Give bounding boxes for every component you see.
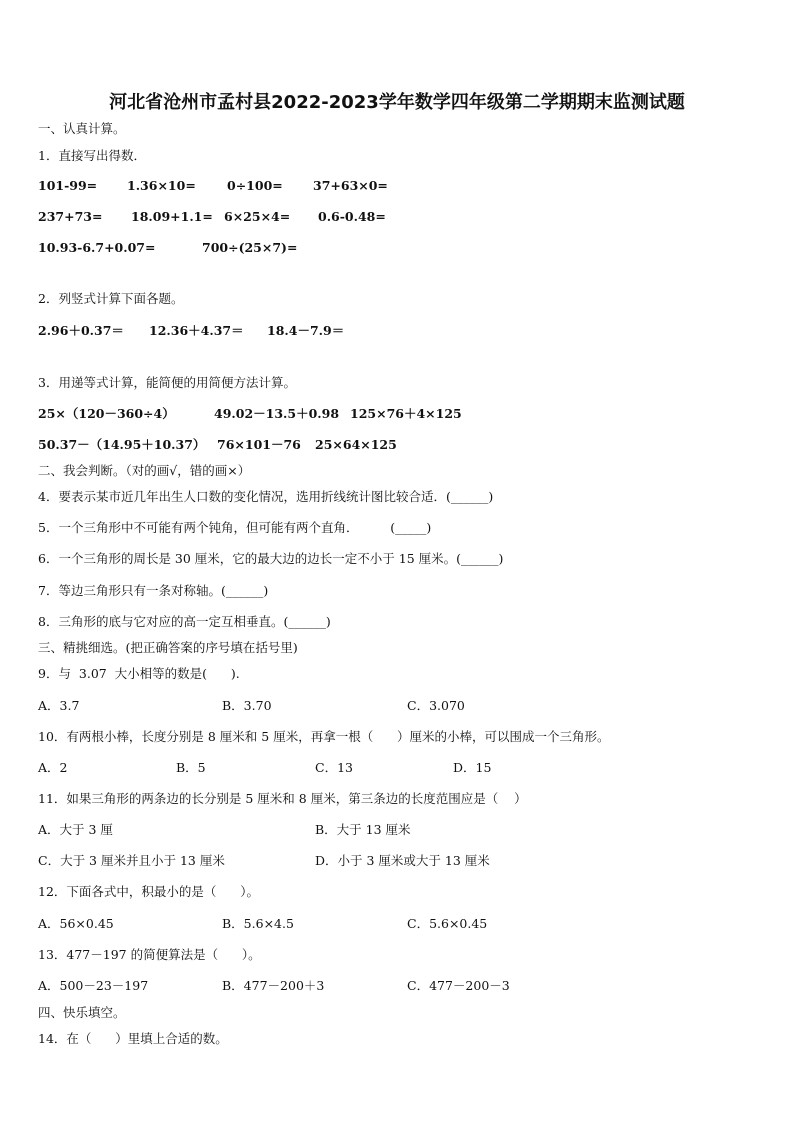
question-10-stem: 10．有两根小棒，长度分别是 8 厘米和 5 厘米，再拿一根（ ）厘米的小棒，可以围成一个三角形。 — [38, 729, 610, 744]
q1-item: 237+73= — [38, 209, 103, 224]
q2-item: 12.36＋4.37＝ — [149, 323, 244, 338]
option-d: D．小于 3 厘米或大于 13 厘米 — [315, 853, 490, 868]
question-3-stem: 3．用递等式计算，能简便的用简便方法计算。 — [38, 375, 296, 390]
judge-item: 8．三角形的底与它对应的高一定互相垂直。(______) — [38, 614, 331, 629]
q3-item: 49.02－13.5＋0.98 — [214, 406, 340, 421]
judge-item: 7．等边三角形只有一条对称轴。(______) — [38, 583, 269, 598]
q1-item: 0÷100= — [227, 178, 283, 193]
q1-item: 0.6-0.48= — [318, 209, 386, 224]
question-1-stem: 1．直接写出得数． — [38, 148, 146, 163]
option-c: C．13 — [315, 760, 353, 775]
option-a: A．大于 3 厘 — [38, 822, 113, 837]
judge-item: 5．一个三角形中不可能有两个钝角，但可能有两个直角． (_____) — [38, 520, 432, 535]
page-title: 河北省沧州市孟村县2022-2023学年数学四年级第二学期期末监测试题 — [109, 92, 685, 113]
question-14-stem: 14．在（ ）里填上合适的数。 — [38, 1031, 228, 1046]
q1-item: 37+63×0= — [313, 178, 388, 193]
option-a: A．2 — [38, 760, 68, 775]
option-c: C．5.6×0.45 — [407, 916, 488, 931]
question-2-stem: 2．列竖式计算下面各题。 — [38, 291, 184, 306]
question-13-stem: 13．477－197 的简便算法是（ ）。 — [38, 947, 261, 962]
option-b: B．3.70 — [222, 698, 272, 713]
question-9-stem: 9．与 3.07 大小相等的数是( ). — [38, 666, 240, 681]
option-c: C．大于 3 厘米并且小于 13 厘米 — [38, 853, 225, 868]
option-a: A．500－23－197 — [38, 978, 149, 993]
q1-item: 18.09+1.1= — [131, 209, 213, 224]
judge-item: 6．一个三角形的周长是 30 厘米，它的最大边的边长一定不小于 15 厘米。(______) — [38, 551, 504, 566]
q3-item: 25×64×125 — [315, 437, 397, 452]
q3-item: 25×（120－360÷4） — [38, 406, 175, 421]
q1-item: 6×25×4= — [224, 209, 291, 224]
option-b: B．大于 13 厘米 — [315, 822, 411, 837]
section-1-heading: 一、认真计算。 — [38, 121, 126, 136]
option-b: B．5 — [176, 760, 206, 775]
question-12-stem: 12．下面各式中，积最小的是（ ）。 — [38, 884, 259, 899]
option-d: D．15 — [453, 760, 492, 775]
q3-item: 125×76＋4×125 — [350, 406, 462, 421]
q1-item: 700÷(25×7)= — [202, 240, 298, 255]
q3-item: 50.37－（14.95＋10.37） — [38, 437, 206, 452]
option-a: A．3.7 — [38, 698, 80, 713]
section-4-heading: 四、快乐填空。 — [38, 1005, 126, 1020]
option-a: A．56×0.45 — [38, 916, 114, 931]
q3-item: 76×101－76 — [217, 437, 301, 452]
option-b: B．5.6×4.5 — [222, 916, 294, 931]
q1-item: 101-99= — [38, 178, 98, 193]
judge-item: 4．要表示某市近几年出生人口数的变化情况，选用折线统计图比较合适．(______) — [38, 489, 494, 504]
q2-item: 18.4－7.9＝ — [267, 323, 345, 338]
section-3-heading: 三、精挑细选。(把正确答案的序号填在括号里) — [38, 640, 298, 655]
question-11-stem: 11．如果三角形的两条边的长分别是 5 厘米和 8 厘米，第三条边的长度范围应是（ ） — [38, 791, 527, 806]
q2-item: 2.96＋0.37＝ — [38, 323, 124, 338]
q1-item: 1.36×10= — [127, 178, 196, 193]
option-b: B．477－200＋3 — [222, 978, 325, 993]
option-c: C．3.070 — [407, 698, 465, 713]
q1-item: 10.93-6.7+0.07= — [38, 240, 156, 255]
option-c: C．477－200－3 — [407, 978, 510, 993]
section-2-heading: 二、我会判断。（对的画√，错的画×） — [38, 463, 251, 478]
